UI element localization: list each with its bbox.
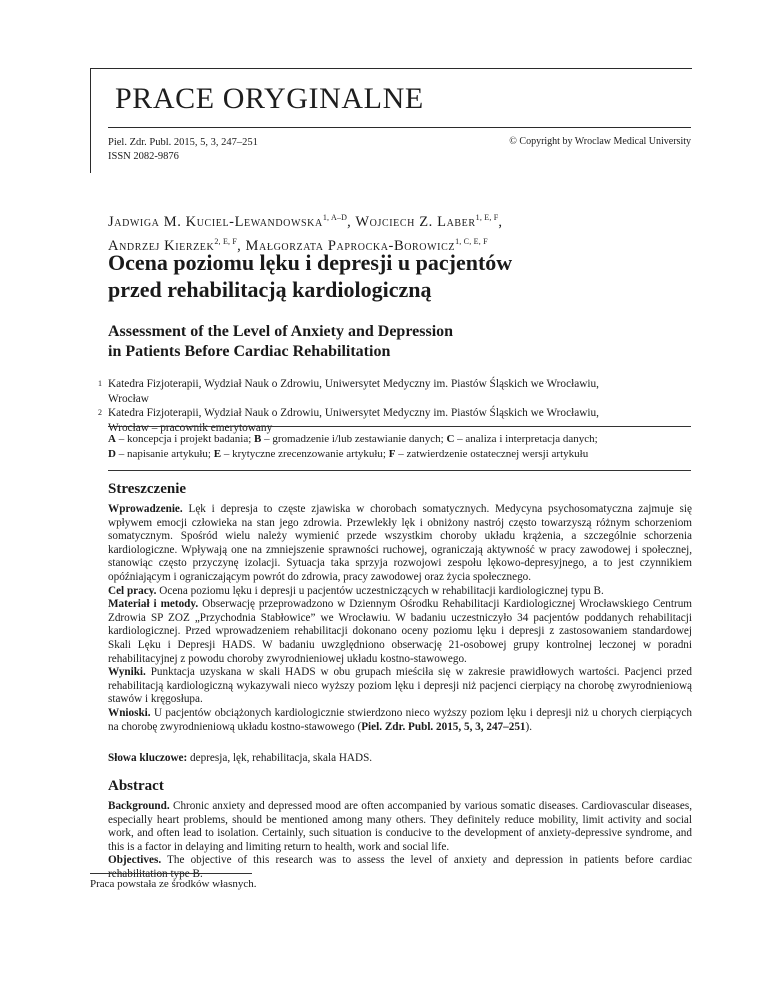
rule-bottom [108, 470, 691, 471]
author-affiliation-marker: 2, E, F [214, 237, 238, 246]
keywords: Słowa kluczowe: depresja, lęk, rehabilitacja, skala HADS. [108, 752, 373, 764]
author-affiliation-marker: 1, C, E, F [455, 237, 488, 246]
affiliation: 2 Katedra Fizjoterapii, Wydział Nauk o Zdrowiu, Uniwersytet Medyczny im. Piastów Śląskich we Wrocławiu, Wrocław – pracownik emerytowany [98, 407, 600, 434]
rule-top [108, 426, 691, 427]
article-title-polish: Ocena poziomu lęku i depresji u pacjentów przed rehabilitacją kardiologiczną [108, 250, 513, 302]
author-affiliation-marker: 1, A–D [322, 213, 348, 222]
author-name: Andrzej Kierzek [108, 238, 215, 254]
footnote: Praca powstała ze środków własnych. [90, 878, 257, 890]
streszczenie-heading: Streszczenie [108, 481, 187, 497]
journal-issn: ISSN 2082-9876 [108, 151, 179, 162]
copyright-notice: © Copyright by Wroclaw Medical University [509, 136, 691, 147]
author-name: Małgorzata Paprocka-Borowicz [245, 238, 456, 254]
streszczenie-body: Wprowadzenie. Lęk i depresja to częste zjawiska w chorobach somatycznych. Medycyna psychosomatyczna zajmuje się wpływem emocji człowieka na stan jego zdrowia. Przewlekły lęk i obniżony nastrój często towarzyszą różnym schorzeniom somatycznym. Spośród wielu należy wymienić przede wszystkim choroby układu krążenia, a szczególnie schorzenia kardiologiczne. Wpływają one na zmniejszenie sprawności ruchowej, ograniczają aktywność w pracy zawodowej i społecznej, stanowiąc często przyczynę izolacji. Sytuacja taka sprzyja rozwojowi zespołu lękowo-depresyjnego, a to jest czynnikiem opóźniającym i ograniczającym powrót do zdrowia, pracy zawodowej oraz życia społecznego. Cel pracy. Ocena poziomu lęku i depresji u pacjentów uczestniczących w rehabilitacji kardiologicznej typu B. Materiał i metody. Obserwację przeprowadzono w Dziennym Ośrodku Rehabilitacji Kardiologicznej Wrocławskiego Centrum Zdrowia SP ZOZ „Przychodnia Stabłowice” we Wrocławiu. W badaniu uczestniczyło 34 pacjentów poddanych rehabilitacji kardiologicznej. Przed wprowadzeniem rehabilitacji dokonano oceny poziomu lęku i depresji z zastosowaniem standardowej Skali Lęku i Depresji HADS. W badaniu uwzględniono obserwację 21-osobowej grupy kontrolnej leczonej w poradni rehabilitacyjnej z powodu choroby zwyrodnieniowej układu kostno-stawowego. Wyniki. Punktacja uzyskana w skali HADS w obu grupach mieściła się w zakresie prawidłowych wartości. Pacjenci przed rehabilitacją kardiologiczną wykazywali nieco wyższy poziom lęku i depresji niż pacjenci cierpiący na chorobę zwyrodnieniową stawów i kręgosłupa. Wnioski. U pacjentów obciążonych kardiologicznie stwierdzono nieco wyższy poziom lęku i depresji niż u chorych cierpiących na chorobę zwyrodnieniową układu kostno-stawowego (Piel. Zdr. Publ. 2015, 5, 3, 247–251). [108, 503, 692, 733]
footnote-rule [90, 873, 252, 874]
section-title: PRACE ORYGINALNE [115, 82, 424, 115]
affiliation: 1 Katedra Fizjoterapii, Wydział Nauk o Zdrowiu, Uniwersytet Medyczny im. Piastów Śląskich we Wrocławiu, Wrocław [98, 378, 600, 405]
journal-citation: Piel. Zdr. Publ. 2015, 5, 3, 247–251 [108, 137, 258, 148]
author-affiliation-marker: 1, E, F [475, 213, 499, 222]
article-title-english: Assessment of the Level of Anxiety and Depression in Patients Before Cardiac Rehabilitation [108, 323, 454, 360]
abstract-body: Background. Chronic anxiety and depressed mood are often accompanied by various somatic diseases. Cardiovascular diseases, especially heart problems, should be mentioned among many others. They definitely reduce mobility, limit activity and social work, and often lead to isolation. Certainly, such situation is conducive to the development of anxiety-depressive syndrome, and this is a factor in delaying and limiting return to health, work and social life. Objectives. The objective of this research was to assess the level of anxiety and depression in patients before cardiac rehabilitation type B. [108, 800, 692, 880]
abstract-heading: Abstract [108, 778, 164, 794]
author-name: Jadwiga M. Kuciel-Lewandowska [108, 214, 323, 230]
contribution-roles: A – koncepcja i projekt badania; B – gromadzenie i/lub zestawianie danych; C – analiza i interpretacja danych; D – napisanie artykułu; E – krytyczne zrecenzowanie artykułu; F – zatwierdzenie ostatecznej wersji artykułu [108, 433, 598, 460]
author-name: Wojciech Z. Laber [355, 214, 476, 230]
author-list: Jadwiga M. Kuciel-Lewandowska$^{1, A-D}$, Wojciech Z. Laber$^{1, E, F}$, Andrzej Kierzek$^{2, E, F}$, Małgorzata Paprocka-Borowicz$^{1, C, E, F}$ [108, 213, 503, 254]
section-divider [108, 127, 691, 128]
